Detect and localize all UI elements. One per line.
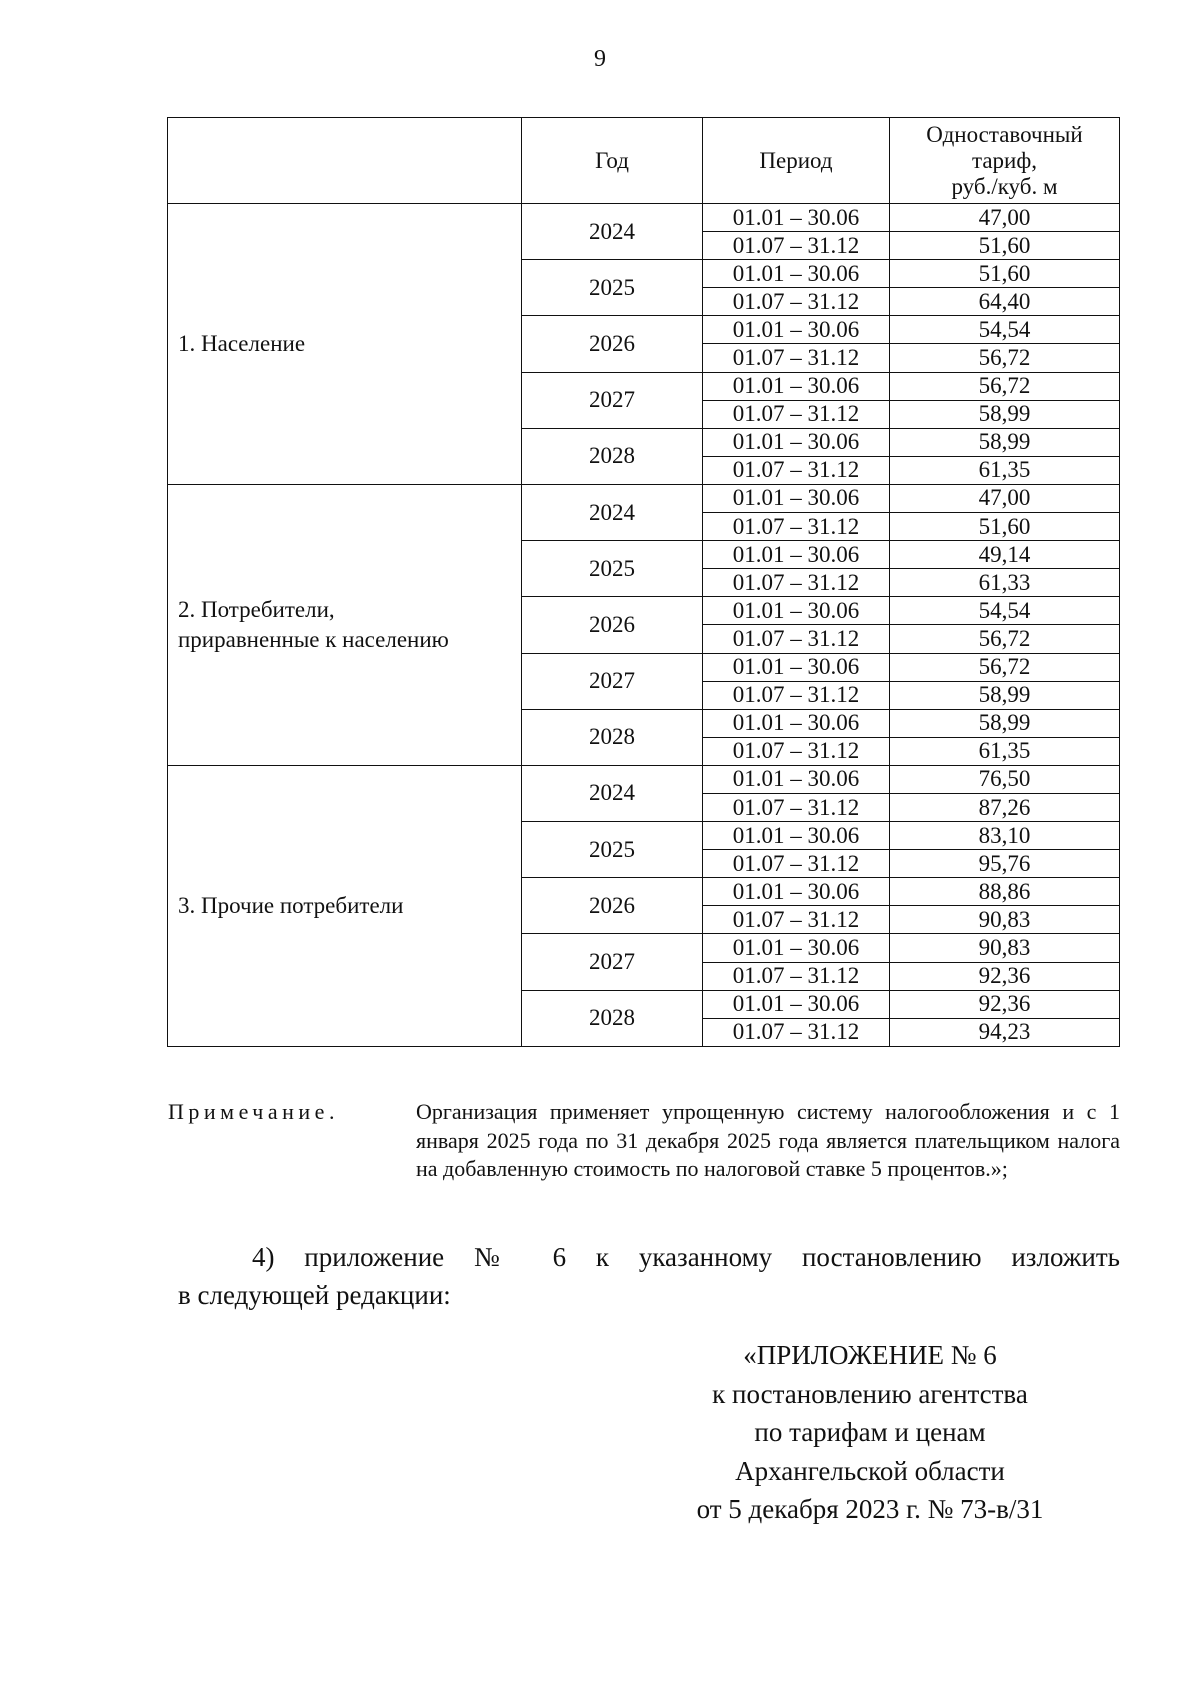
tariff-cell: 47,00 (890, 204, 1120, 232)
tariff-cell: 49,14 (890, 541, 1120, 569)
category-line: 2. Потребители, (178, 596, 335, 622)
period-cell: 01.01 – 30.06 (703, 878, 890, 906)
period-cell: 01.01 – 30.06 (703, 372, 890, 400)
period-cell: 01.07 – 31.12 (703, 850, 890, 878)
tariff-cell: 92,36 (890, 990, 1120, 1018)
table-row (168, 765, 1120, 793)
tariff-table (167, 117, 1120, 1047)
appendix-line: от 5 декабря 2023 г. № 73-в/31 (696, 1494, 1044, 1524)
year-cell: 2028 (522, 990, 703, 1046)
tariff-cell: 76,50 (890, 765, 1120, 793)
tariff-cell: 54,54 (890, 597, 1120, 625)
period-cell: 01.07 – 31.12 (703, 962, 890, 990)
tariff-cell: 64,40 (890, 288, 1120, 316)
tariff-cell: 58,99 (890, 709, 1120, 737)
period-cell: 01.01 – 30.06 (703, 260, 890, 288)
period-cell: 01.07 – 31.12 (703, 456, 890, 484)
year-cell: 2024 (522, 484, 703, 540)
year-cell: 2024 (522, 765, 703, 821)
year-cell: 2024 (522, 204, 703, 260)
amendment-paragraph (178, 1238, 1120, 1314)
category-cell (168, 204, 522, 485)
period-cell: 01.01 – 30.06 (703, 597, 890, 625)
tariff-cell: 61,35 (890, 456, 1120, 484)
amendment-line-1: 4) приложение № 6 к указанному постановлению изложить (252, 1242, 1120, 1272)
period-cell: 01.01 – 30.06 (703, 484, 890, 512)
period-cell: 01.07 – 31.12 (703, 1018, 890, 1046)
tariff-cell: 56,72 (890, 625, 1120, 653)
appendix-heading (660, 1336, 1080, 1529)
tariff-cell: 51,60 (890, 232, 1120, 260)
note-text: Организация применяет упрощенную систему налогообложения и с 1 января 2025 года по 31 декабря 2025 года является плательщиком налога на добавленную стоимость по налоговой ставке 5 процентов.»; (416, 1099, 1120, 1181)
period-cell: 01.01 – 30.06 (703, 541, 890, 569)
year-cell: 2025 (522, 260, 703, 316)
period-cell: 01.01 – 30.06 (703, 653, 890, 681)
year-cell: 2027 (522, 653, 703, 709)
tariff-cell: 51,60 (890, 260, 1120, 288)
tariff-cell: 47,00 (890, 484, 1120, 512)
tariff-cell: 61,33 (890, 569, 1120, 597)
period-cell: 01.01 – 30.06 (703, 990, 890, 1018)
period-cell: 01.07 – 31.12 (703, 344, 890, 372)
header-tariff-line: тариф, (971, 147, 1037, 173)
year-cell: 2026 (522, 597, 703, 653)
period-cell: 01.01 – 30.06 (703, 204, 890, 232)
period-cell: 01.07 – 31.12 (703, 906, 890, 934)
tariff-cell: 92,36 (890, 962, 1120, 990)
category-cell (168, 484, 522, 765)
year-cell: 2027 (522, 934, 703, 990)
tariff-cell: 58,99 (890, 400, 1120, 428)
category-cell (168, 765, 522, 1046)
tariff-cell: 51,60 (890, 513, 1120, 541)
period-cell: 01.07 – 31.12 (703, 400, 890, 428)
appendix-line: к постановлению агентства (712, 1378, 1028, 1409)
year-cell: 2026 (522, 316, 703, 372)
amendment-line-2: в следующей редакции: (178, 1280, 451, 1310)
tariff-cell: 54,54 (890, 316, 1120, 344)
appendix-line: по тарифам и ценам (754, 1417, 986, 1447)
header-category (168, 118, 522, 204)
tariff-cell: 90,83 (890, 934, 1120, 962)
tariff-cell: 56,72 (890, 372, 1120, 400)
tariff-cell: 56,72 (890, 344, 1120, 372)
period-cell: 01.01 – 30.06 (703, 822, 890, 850)
header-year: Год (522, 118, 703, 204)
period-cell: 01.01 – 30.06 (703, 765, 890, 793)
header-tariff (890, 118, 1120, 204)
period-cell: 01.07 – 31.12 (703, 681, 890, 709)
tariff-cell: 58,99 (890, 428, 1120, 456)
tariff-table-header (168, 118, 1120, 204)
note-label: Примечание. (168, 1099, 339, 1124)
category-line: 1. Население (178, 330, 306, 356)
header-tariff-line: руб./куб. м (951, 173, 1058, 199)
appendix-line: Архангельской области (735, 1455, 1005, 1486)
tariff-cell: 61,35 (890, 737, 1120, 765)
period-cell: 01.07 – 31.12 (703, 288, 890, 316)
table-row (168, 204, 1120, 232)
tariff-cell: 88,86 (890, 878, 1120, 906)
category-line: 3. Прочие потребители (178, 892, 404, 918)
header-tariff-line: Одноставочный (926, 121, 1083, 147)
period-cell: 01.07 – 31.12 (703, 232, 890, 260)
tariff-cell: 95,76 (890, 850, 1120, 878)
period-cell: 01.01 – 30.06 (703, 709, 890, 737)
period-cell: 01.07 – 31.12 (703, 625, 890, 653)
year-cell: 2026 (522, 878, 703, 934)
year-cell: 2028 (522, 428, 703, 484)
year-cell: 2028 (522, 709, 703, 765)
period-cell: 01.01 – 30.06 (703, 428, 890, 456)
period-cell: 01.01 – 30.06 (703, 934, 890, 962)
tariff-cell: 58,99 (890, 681, 1120, 709)
page-number: 9 (594, 46, 606, 72)
table-row (168, 484, 1120, 512)
year-cell: 2025 (522, 541, 703, 597)
appendix-title: «ПРИЛОЖЕНИЕ № 6 (743, 1340, 997, 1370)
tariff-table-body (168, 204, 1120, 1047)
period-cell: 01.07 – 31.12 (703, 793, 890, 821)
period-cell: 01.07 – 31.12 (703, 737, 890, 765)
period-cell: 01.07 – 31.12 (703, 513, 890, 541)
tariff-cell: 87,26 (890, 793, 1120, 821)
tariff-cell: 90,83 (890, 906, 1120, 934)
period-cell: 01.01 – 30.06 (703, 316, 890, 344)
tariff-cell: 56,72 (890, 653, 1120, 681)
category-line: приравненные к населению (178, 626, 449, 652)
tariff-cell: 83,10 (890, 822, 1120, 850)
period-cell: 01.07 – 31.12 (703, 569, 890, 597)
header-period: Период (703, 118, 890, 204)
tariff-cell: 94,23 (890, 1018, 1120, 1046)
year-cell: 2025 (522, 822, 703, 878)
year-cell: 2027 (522, 372, 703, 428)
